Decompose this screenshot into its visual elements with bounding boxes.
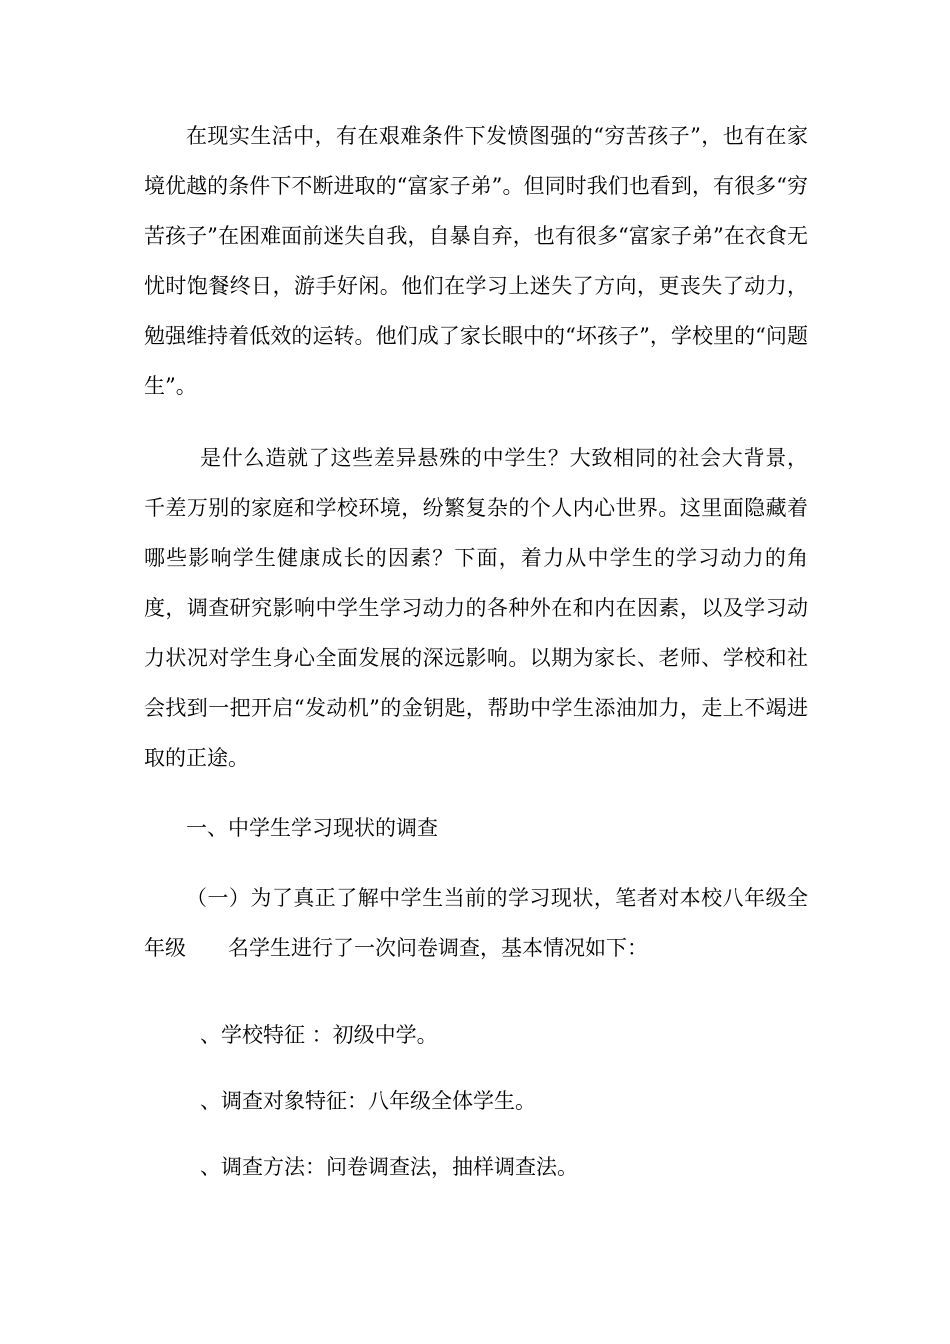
survey-paragraph: （一）为了真正了解中学生当前的学习现状，笔者对本校八年级全年级 名学生进行了一次问卷调查，基本情况如下： xyxy=(144,886,808,960)
intro-paragraph: 在现实生活中，有在艰难条件下发愤图强的“穷苦孩子”，也有在家境优越的条件下不断进取的“富家子弟”。但同时我们也看到，有很多“穷苦孩子”在困难面前迷失自我，自暴自弃，也有很多“富家子弟”在衣食无忧时饱餐终日，游手好闲。他们在学习上迷失了方向，更丧失了动力，勉强维持着低效的运转。他们成了家长眼中的“坏孩子”，学校里的“问题生”。 xyxy=(144,124,808,398)
section-heading: 一、中学生学习现状的调查 xyxy=(186,816,438,840)
list-item-subjects: 、调查对象特征：八年级全体学生。 xyxy=(200,1089,536,1113)
list-item-school: 、学校特征 ：初级中学。 xyxy=(200,1023,438,1047)
list-item-method: 、调查方法：问卷调查法，抽样调查法。 xyxy=(200,1155,578,1179)
question-paragraph: 是什么造就了这些差异悬殊的中学生？大致相同的社会大背景，千差万别的家庭和学校环境，纷繁复杂的个人内心世界。这里面隐藏着哪些影响学生健康成长的因素？下面，着力从中学生的学习动力的角度，调查研究影响中学生学习动力的各种外在和内在因素，以及学习动力状况对学生身心全面发展的深远影响。以期为家长、老师、学校和社会找到一把开启“发动机”的金钥匙，帮助中学生添油加力，走上不竭进取的正途。 xyxy=(144,446,808,770)
